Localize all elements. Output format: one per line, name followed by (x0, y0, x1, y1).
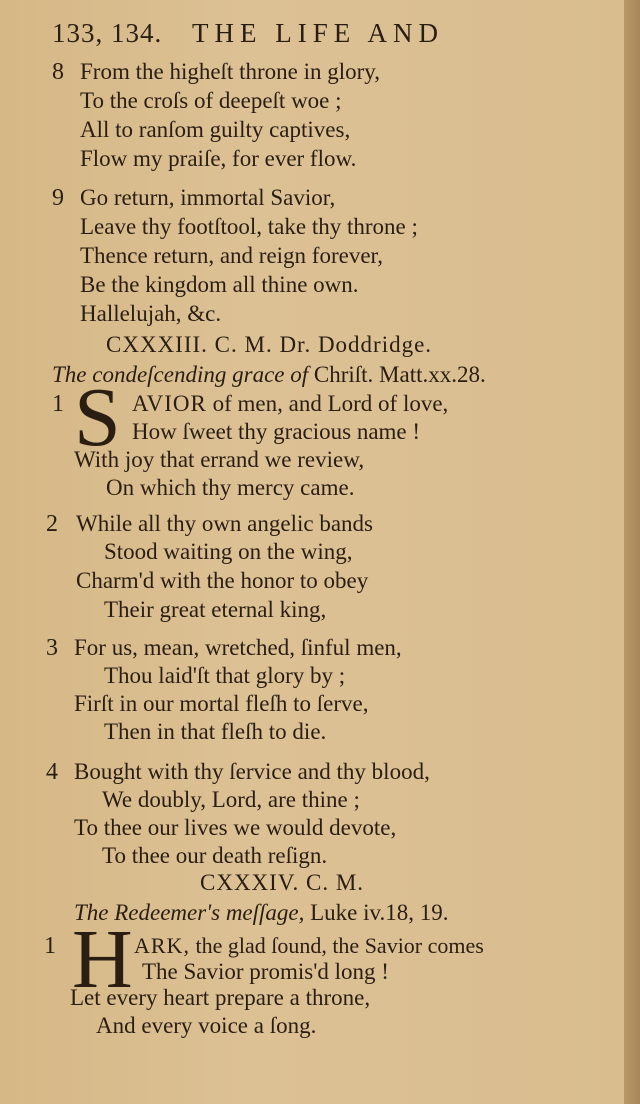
hymn-heading: CXXXIV. C. M. (200, 870, 365, 895)
verse-line: Be the kingdom all thine own. (80, 272, 359, 297)
verse-line: Let every heart prepare a throne, (70, 985, 371, 1010)
verse-number: 4 (46, 759, 58, 785)
verse-line-rest: the glad ſound, the Savior comes (189, 933, 484, 958)
verse-number: 8 (52, 59, 64, 85)
verse-line: Their great eternal king, (104, 597, 327, 622)
verse-line: And every voice a ſong. (96, 1013, 317, 1038)
verse-line: For us, mean, wretched, ſinful men, (74, 635, 402, 660)
verse-number: 1 (52, 391, 64, 417)
verse-line: Thence return, and reign forever, (80, 243, 384, 268)
verse-line (134, 932, 484, 960)
verse-line: On which thy mercy came. (106, 475, 355, 500)
verse-line: We doubly, Lord, are thine ; (102, 787, 360, 812)
verse-line: Firſt in our mortal fleſh to ſerve, (74, 691, 369, 716)
verse-line: To thee our death reſign. (102, 843, 328, 868)
subtitle-reference: Chriſt. Matt.xx.28. (313, 362, 486, 387)
verse-number: 1 (44, 933, 56, 959)
verse-number: 2 (46, 511, 58, 537)
subtitle-italic: The condeſcending grace of (52, 362, 309, 387)
verse-line: Go return, immortal Savior, (80, 185, 336, 210)
verse-line: Thou laid'ſt that glory by ; (104, 663, 346, 688)
verse-line: To the croſs of deepeſt woe ; (80, 88, 342, 113)
drop-cap: S (74, 371, 121, 464)
verse-number: 3 (46, 635, 58, 661)
verse-line: With joy that errand we review, (74, 447, 365, 472)
page-numbers: 133, 134. (52, 18, 163, 48)
verse-number: 9 (52, 185, 64, 211)
verse-line: Then in that fleſh to die. (104, 719, 327, 744)
verse-line: The Savior promis'd long ! (142, 959, 389, 984)
verse-line-rest: of men, and Lord of love, (206, 391, 449, 416)
verse-line: Charm'd with the honor to obey (76, 568, 369, 593)
drop-cap: H (72, 913, 133, 1006)
subtitle-reference: Luke iv.18, 19. (310, 900, 449, 925)
verse-line: Bought with thy ſervice and thy blood, (74, 759, 430, 784)
verse-line: Hallelujah, &c. (80, 301, 222, 326)
hymn-heading: CXXXIII. C. M. Dr. Doddridge. (106, 332, 433, 357)
verse-line: How ſweet thy gracious name ! (132, 419, 421, 444)
first-word: ARK, (134, 933, 190, 958)
verse-line (132, 390, 448, 418)
page-edge (624, 0, 640, 1104)
verse-line: To thee our lives we would devote, (74, 815, 397, 840)
verse-line: From the higheſt throne in glory, (80, 59, 381, 84)
first-word: AVIOR (132, 391, 207, 416)
verse-line: While all thy own angelic bands (76, 511, 374, 536)
subtitle-italic: The Redeemer's meſſage, (74, 900, 305, 925)
verse-line: Leave thy footſtool, take thy throne ; (80, 214, 418, 239)
verse-line: All to ranſom guilty captives, (80, 117, 351, 142)
running-title: THE LIFE AND (192, 18, 444, 48)
verse-line: Stood waiting on the wing, (104, 539, 353, 564)
verse-line: Flow my praiſe, for ever flow. (80, 146, 357, 171)
